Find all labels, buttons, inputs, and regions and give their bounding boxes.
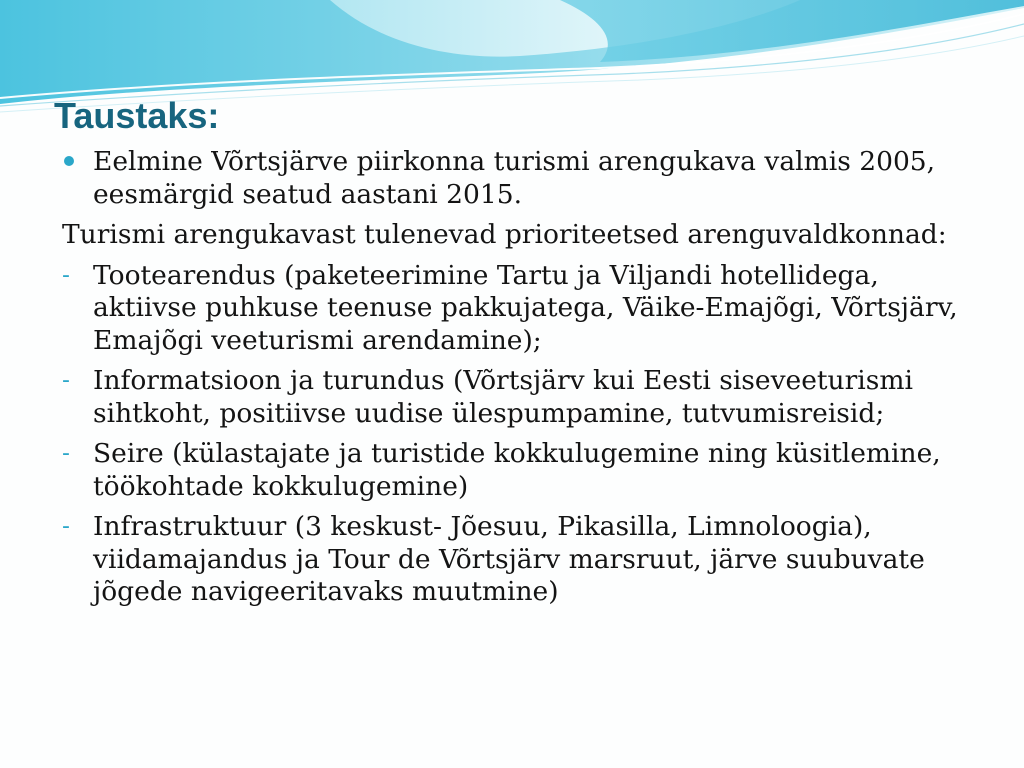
list-item-text: Tootearendus (paketeerimine Tartu ja Viljandi hotellidega, aktiivse puhkuse teenuse pakkujatega, Väike-Emajõgi, Võrtsjärv, Emajõgi veeturismi arendamine); — [93, 259, 958, 356]
dash-marker: - — [62, 441, 70, 466]
list-item-text: Informatsioon ja turundus (Võrtsjärv kui Eesti siseveeturismi sihtkoht, positiivse uudise ülespumpamine, tutvumisreisid; — [93, 365, 913, 429]
dash-marker: - — [62, 368, 70, 393]
list-item — [62, 219, 972, 252]
list-item — [62, 146, 972, 211]
slide-title: Taustaks: — [54, 95, 220, 136]
list-item — [62, 260, 972, 358]
list-item — [62, 365, 972, 430]
bullet-dot-icon — [62, 146, 84, 178]
dash-marker: - — [62, 514, 70, 539]
list-item — [62, 438, 972, 503]
list-item-text: Turismi arengukavast tulenevad prioriteetsed arenguvaldkonnad: — [62, 219, 947, 250]
list-item-text: Eelmine Võrtsjärve piirkonna turismi arengukava valmis 2005, eesmärgid seatud aastani 2015. — [93, 146, 936, 210]
list-item-text: Seire (külastajate ja turistide kokkulugemine ning küsitlemine, töökohtade kokkulugemine) — [93, 438, 941, 502]
list-item-text: Infrastruktuur (3 keskust- Jõesuu, Pikasilla, Limnoloogia), viidamajandus ja Tour de Võrtsjärv marsruut, järve suubuvate jõgede navigeeritavaks muutmine) — [93, 511, 925, 607]
list-item — [62, 511, 972, 609]
dash-marker: - — [62, 262, 70, 288]
bullet-list — [62, 146, 972, 617]
